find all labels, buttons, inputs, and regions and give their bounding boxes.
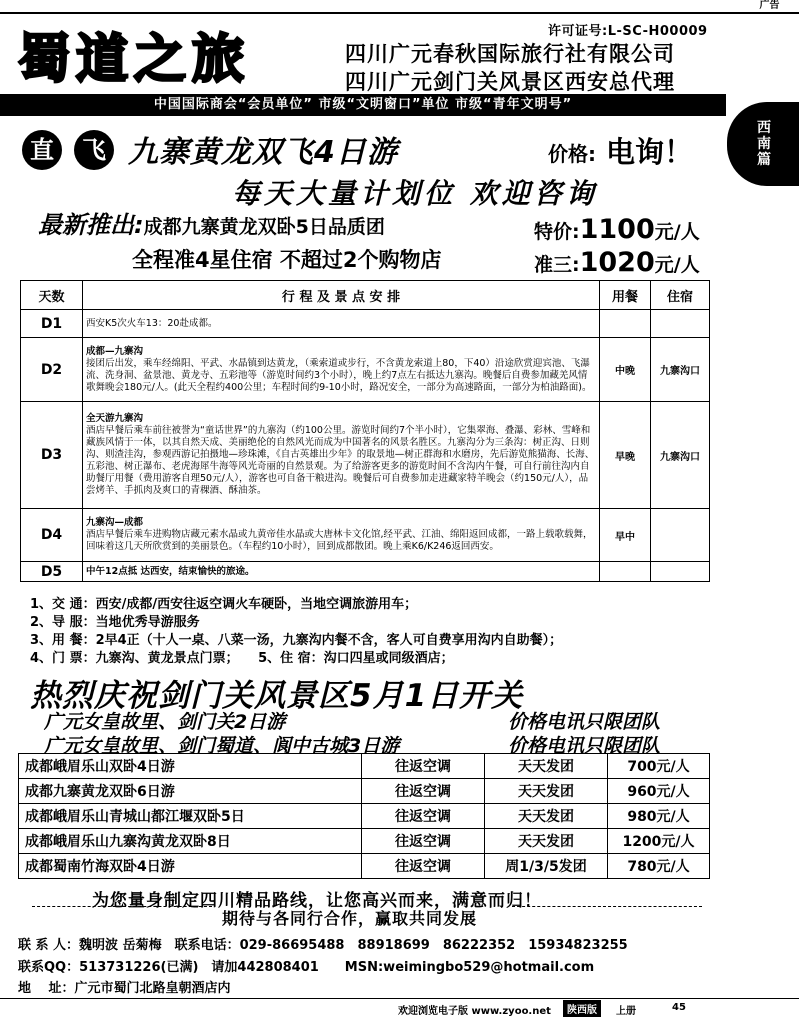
route-schedule: 天天发团 bbox=[485, 754, 608, 779]
special-price bbox=[534, 214, 700, 245]
route-price: 700元/人 bbox=[608, 754, 710, 779]
route-transport: 往返空调 bbox=[362, 804, 485, 829]
route-row bbox=[19, 829, 710, 854]
day-meal bbox=[600, 562, 651, 582]
main-headline: 九寨黄龙双飞4日游 bbox=[128, 135, 398, 170]
day-title: 全天游九寨沟 bbox=[86, 413, 144, 424]
header-schedule: 行 程 及 景 点 安 排 bbox=[83, 281, 600, 310]
day-title: 成都—九寨沟 bbox=[86, 345, 144, 357]
route-name: 成都峨眉乐山青城山都江堰双卧5日 bbox=[19, 804, 362, 829]
dashed-divider-left bbox=[32, 906, 212, 907]
route-price: 780元/人 bbox=[608, 854, 710, 879]
route-schedule: 天天发团 bbox=[485, 829, 608, 854]
route-transport: 往返空调 bbox=[362, 829, 485, 854]
ad-tag: 广告 bbox=[759, 0, 780, 11]
route-transport: 往返空调 bbox=[362, 754, 485, 779]
price-value: 电询！ bbox=[606, 135, 694, 169]
day-meal bbox=[600, 310, 651, 338]
day-stay bbox=[651, 310, 710, 338]
footer-volume: 上册 bbox=[616, 1006, 636, 1017]
route-schedule: 周1/3/5发团 bbox=[485, 854, 608, 879]
new-launch-text: 成都九寨黄龙双卧5日品质团 bbox=[143, 216, 385, 238]
day-text: 接团后出发，乘车经绵阳、平武、水晶镇到达黄龙，（乘索道或步行，不含黄龙索道上80，下40）沿途欣赏迎宾池、飞瀑流、洗身洞、盆景池、黄龙寺、五彩池等（游览时间约3个小时），晚上约7点左右抵达九寨沟。晚餐后自费参加藏羌风情歌舞晚会180元/人。(此天全程约400公里；车程时间约9-10小时，路况安全，一部分为高速路面，一部分为柏油路面)。 bbox=[86, 357, 592, 393]
direct-badge: 直 bbox=[22, 130, 62, 170]
note-transport: 1、交 通：西安/成都/西安往返空调火车硬卧，当地空调旅游用车； bbox=[30, 597, 418, 612]
footer-edition-tag: 陕西版 bbox=[563, 1000, 601, 1017]
cooperation-text: 期待与各同行合作，赢取共同发展 bbox=[222, 909, 478, 928]
local-tour-name: 广元女皇故里、剑门关2日游 bbox=[44, 711, 286, 733]
day-meal: 中晚 bbox=[600, 338, 651, 402]
local-tour-price: 价格电讯只限团队 bbox=[508, 711, 661, 733]
dashed-divider-right bbox=[512, 906, 702, 907]
day-text: 中午12点抵 达西安，结束愉快的旅途。 bbox=[86, 565, 255, 577]
day-text: 西安K5次火车13：20赴成都。 bbox=[86, 317, 218, 329]
license-number: 许可证号:L-SC-H00009 bbox=[548, 24, 708, 39]
header-meal: 用餐 bbox=[600, 281, 651, 310]
itinerary-row bbox=[21, 509, 710, 562]
semi-three-label: 准三: bbox=[534, 254, 580, 276]
note-tickets: 4、门 票：九寨沟、黄龙景点门票； 5、住 宿：沟口四星或同级酒店； bbox=[30, 651, 454, 666]
route-price: 960元/人 bbox=[608, 779, 710, 804]
day-description bbox=[83, 562, 600, 582]
honor-banner: 中国国际商会“会员单位” 市级“文明窗口”单位 市级“青年文明号” bbox=[0, 94, 726, 116]
special-label: 特价: bbox=[534, 221, 580, 243]
route-row bbox=[19, 854, 710, 879]
route-name: 成都峨眉乐山双卧4日游 bbox=[19, 754, 362, 779]
route-transport: 往返空调 bbox=[362, 779, 485, 804]
day-title: 九寨沟—成都 bbox=[86, 517, 144, 528]
route-row bbox=[19, 754, 710, 779]
day-meal: 早晚 bbox=[600, 402, 651, 509]
route-name: 成都峨眉乐山九寨沟黄龙双卧8日 bbox=[19, 829, 362, 854]
contact-qq: 联系QQ：513731226(已满) 请加442808401 MSN:weimingbo529@hotmail.com bbox=[18, 960, 595, 975]
region-tab bbox=[727, 102, 799, 186]
celebrate-headline: 热烈庆祝剑门关风景区5月1日开关 bbox=[30, 678, 524, 714]
day-text: 酒店早餐后乘车前往被誉为“童话世界”的九寨沟（约100公里。游览时间约7个半小时），它集翠海、叠瀑、彩林、雪峰和藏族风情于一体，以其自然天成、美丽绝伦的自然风光而成为中国著名的风景名胜区。九寨沟分为三条沟：树正沟、日则沟、则渣洼沟，参观西游记拍摄地—珍珠滩，《自古英雄出少年》的取景地—树正群海和水磨房，先后游览熊猫海、长海、五彩池、树正瀑布、老虎海犀牛海等风光奇丽的自然景观。为了给游客更多的游览时间不含沟内午餐，可自行前往沟内自助餐厅用餐（费用游客自理50元/人），游客也可自备干粮进沟。晚餐后可自费参加走进藏家特羊晚会（约150元/人），品尝烤羊、手抓肉及爽口的青稞酒、酥油茶。 bbox=[86, 425, 595, 496]
special-unit: 元/人 bbox=[654, 221, 700, 243]
header-day: 天数 bbox=[21, 281, 83, 310]
routes-table bbox=[18, 753, 710, 879]
day-description bbox=[83, 509, 600, 562]
day-meal: 早中 bbox=[600, 509, 651, 562]
local-tour-name: 广元女皇故里、剑门蜀道、阆中古城3日游 bbox=[44, 735, 400, 757]
price-label: 价格: bbox=[548, 142, 596, 166]
service-notes bbox=[30, 596, 562, 668]
fly-badge: 飞 bbox=[74, 130, 114, 170]
day-label: D5 bbox=[21, 562, 83, 582]
company-name-1: 四川广元春秋国际旅行社有限公司 bbox=[345, 42, 675, 66]
day-label: D2 bbox=[21, 338, 83, 402]
day-label: D3 bbox=[21, 402, 83, 509]
new-launch bbox=[38, 205, 385, 240]
top-divider bbox=[0, 12, 799, 14]
day-stay: 九寨沟口 bbox=[651, 338, 710, 402]
day-description bbox=[83, 310, 600, 338]
header-stay: 住宿 bbox=[651, 281, 710, 310]
day-stay: 九寨沟口 bbox=[651, 402, 710, 509]
day-description bbox=[83, 402, 600, 509]
slogan: 为您量身制定四川精品路线，让您高兴而来，满意而归！ bbox=[92, 891, 542, 911]
itinerary-row bbox=[21, 562, 710, 582]
route-transport: 往返空调 bbox=[362, 854, 485, 879]
semi-three-price bbox=[534, 247, 700, 278]
day-stay bbox=[651, 509, 710, 562]
semi-three-value: 1020 bbox=[579, 247, 655, 278]
route-schedule: 天天发团 bbox=[485, 804, 608, 829]
itinerary-row bbox=[21, 338, 710, 402]
plan-slogan: 每天大量计划位 欢迎咨询 bbox=[232, 177, 598, 210]
route-name: 成都蜀南竹海双卧4日游 bbox=[19, 854, 362, 879]
route-price: 980元/人 bbox=[608, 804, 710, 829]
page-number: 45 bbox=[672, 1002, 686, 1013]
route-price: 1200元/人 bbox=[608, 829, 710, 854]
itinerary-row bbox=[21, 402, 710, 509]
route-name: 成都九寨黄龙双卧6日游 bbox=[19, 779, 362, 804]
new-launch-prefix: 最新推出: bbox=[38, 211, 144, 239]
itinerary-header-row bbox=[21, 281, 710, 310]
semi-three-unit: 元/人 bbox=[654, 254, 700, 276]
note-guide: 2、导 服：当地优秀导游服务 bbox=[30, 615, 200, 630]
brand-logo: 蜀道之旅 bbox=[18, 29, 251, 90]
day-stay bbox=[651, 562, 710, 582]
special-value: 1100 bbox=[579, 214, 655, 245]
day-text: 酒店早餐后乘车进购物店藏元素水晶或九黄帝佳水晶或大唐林卡文化馆,经平武、江油、绵阳返回成都，一路上载歌载舞，回味着这几天所欣赏到的美丽景色。（车程约10小时），回到成都散团。晚上乘K6/K246返回西安。 bbox=[86, 529, 593, 552]
region-tab-label: 西南篇 bbox=[757, 120, 771, 168]
contact-people: 联 系 人：魏明波 岳菊梅 联系电话：029-86695488 88918699 86222352 15934823255 bbox=[18, 938, 628, 953]
note-meals: 3、用 餐：2早4正（十人一桌、八菜一汤，九寨沟内餐不含，客人可自费享用沟内自助餐）； bbox=[30, 633, 563, 648]
day-description bbox=[83, 338, 600, 402]
itinerary-table bbox=[20, 280, 710, 582]
footer-site: 欢迎浏览电子版 www.zyoo.net bbox=[398, 1006, 551, 1017]
day-label: D1 bbox=[21, 310, 83, 338]
day-label: D4 bbox=[21, 509, 83, 562]
bottom-divider bbox=[0, 998, 799, 999]
local-tour-price: 价格电讯只限团队 bbox=[508, 735, 661, 757]
company-name-2: 四川广元剑门关风景区西安总代理 bbox=[345, 70, 675, 94]
itinerary-row bbox=[21, 310, 710, 338]
route-schedule: 天天发团 bbox=[485, 779, 608, 804]
route-row bbox=[19, 779, 710, 804]
hotel-note: 全程准4星住宿 不超过2个购物店 bbox=[132, 248, 442, 272]
contact-address: 地 址：广元市蜀门北路皇朝酒店内 bbox=[18, 981, 231, 996]
route-row bbox=[19, 804, 710, 829]
